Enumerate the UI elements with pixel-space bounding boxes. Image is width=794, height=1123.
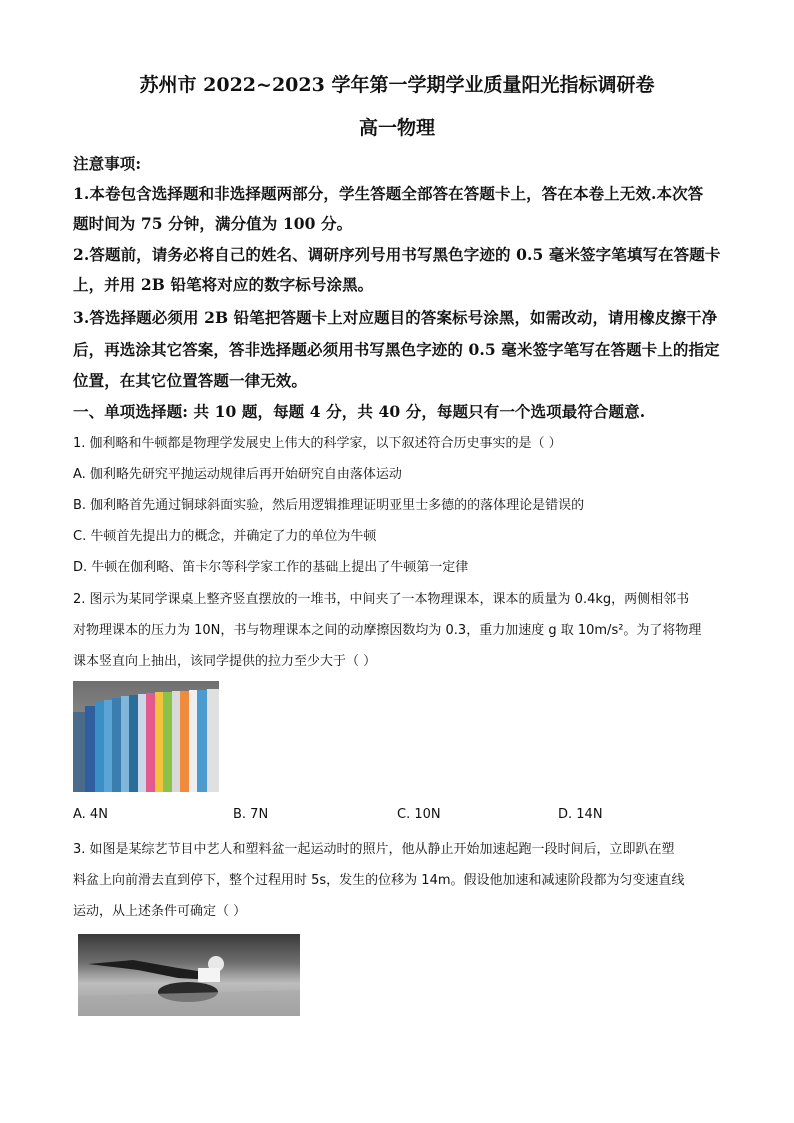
question-3-stem: 运动，从上述条件可确定（ ）	[73, 904, 247, 919]
person-on-basin-figure	[78, 934, 300, 1016]
notice-line: 1.本卷包含选择题和非选择题两部分，学生答题全部答在答题卡上，答在本卷上无效.本次答	[73, 184, 704, 203]
book-spine	[138, 694, 146, 792]
question-3-stem: 料盆上向前滑去直到停下，整个过程用时 5s，发生的位移为 14m。假设他加速和减速阶段都为匀变速直线	[73, 873, 685, 888]
section-heading: 一、单项选择题: 共 10 题，每题 4 分，共 40 分，每题只有一个选项最符合题意.	[73, 402, 646, 421]
question-3-stem: 3. 如图是某综艺节目中艺人和塑料盆一起运动时的照片，他从静止开始加速起跑一段时间后，立即趴在塑	[73, 842, 675, 857]
book-spine	[146, 693, 155, 792]
question-1-option-a: A. 伽利略先研究平抛运动规律后再开始研究自由落体运动	[73, 467, 402, 482]
question-2-option-c: C. 10N	[397, 807, 441, 822]
exam-subject: 高一物理	[358, 117, 435, 139]
book-spine	[73, 712, 85, 792]
question-1-option-d: D. 牛顿在伽利略、笛卡尔等科学家工作的基础上提出了牛顿第一定律	[73, 560, 469, 575]
notice-line: 2.答题前，请务必将自己的姓名、调研序列号用书写黑色字迹的 0.5 毫米签字笔填写在答题卡	[73, 245, 721, 264]
book-spine	[104, 700, 112, 792]
book-spine	[95, 702, 104, 792]
book-spine	[155, 692, 163, 792]
book-spine	[129, 695, 138, 792]
book-spine	[189, 690, 197, 792]
question-1-option-c: C. 牛顿首先提出力的概念，并确定了力的单位为牛顿	[73, 529, 377, 544]
books-photo	[73, 681, 219, 792]
book-spine	[180, 691, 189, 792]
notice-line: 题时间为 75 分钟，满分值为 100 分。	[73, 214, 353, 233]
book-spine	[163, 692, 172, 792]
question-2-stem: 课本竖直向上抽出，该同学提供的拉力至少大于（ ）	[73, 654, 377, 669]
book-spine	[172, 691, 180, 792]
book-spine	[85, 706, 95, 792]
book-spine	[207, 689, 219, 792]
question-2-option-b: B. 7N	[233, 807, 269, 822]
book-spine	[121, 696, 129, 792]
question-1-option-b: B. 伽利略首先通过铜球斜面实验，然后用逻辑推理证明亚里士多德的的落体理论是错误的	[73, 498, 585, 513]
stunt-photo	[78, 934, 300, 1016]
notice-line: 上，并用 2B 铅笔将对应的数字标号涂黑。	[73, 275, 374, 294]
notice-line: 3.答选择题必须用 2B 铅笔把答题卡上对应题目的答案标号涂黑，如需改动，请用橡皮擦干净	[73, 308, 718, 327]
notice-line: 后，再选涂其它答案，答非选择题必须用书写黑色字迹的 0.5 毫米签字笔写在答题卡上的指定	[73, 340, 720, 359]
book-spine	[112, 698, 121, 792]
question-2-stem: 对物理课本的压力为 10N，书与物理课本之间的动摩擦因数均为 0.3，重力加速度 g 取 10m/s²。为了将物理	[73, 623, 702, 638]
question-2-stem: 2. 图示为某同学课桌上整齐竖直摆放的一堆书，中间夹了一本物理课本，课本的质量为 0.4kg，两侧相邻书	[73, 592, 690, 607]
notice-heading: 注意事项:	[73, 154, 142, 173]
book-spine	[197, 690, 207, 792]
question-1-stem: 1. 伽利略和牛顿都是物理学发展史上伟大的科学家，以下叙述符合历史事实的是（ ）	[73, 436, 562, 451]
notice-line: 位置，在其它位置答题一律无效。	[73, 371, 308, 390]
question-2-option-d: D. 14N	[558, 807, 603, 822]
question-2-option-a: A. 4N	[73, 807, 108, 822]
exam-title: 苏州市 2022~2023 学年第一学期学业质量阳光指标调研卷	[139, 74, 655, 96]
